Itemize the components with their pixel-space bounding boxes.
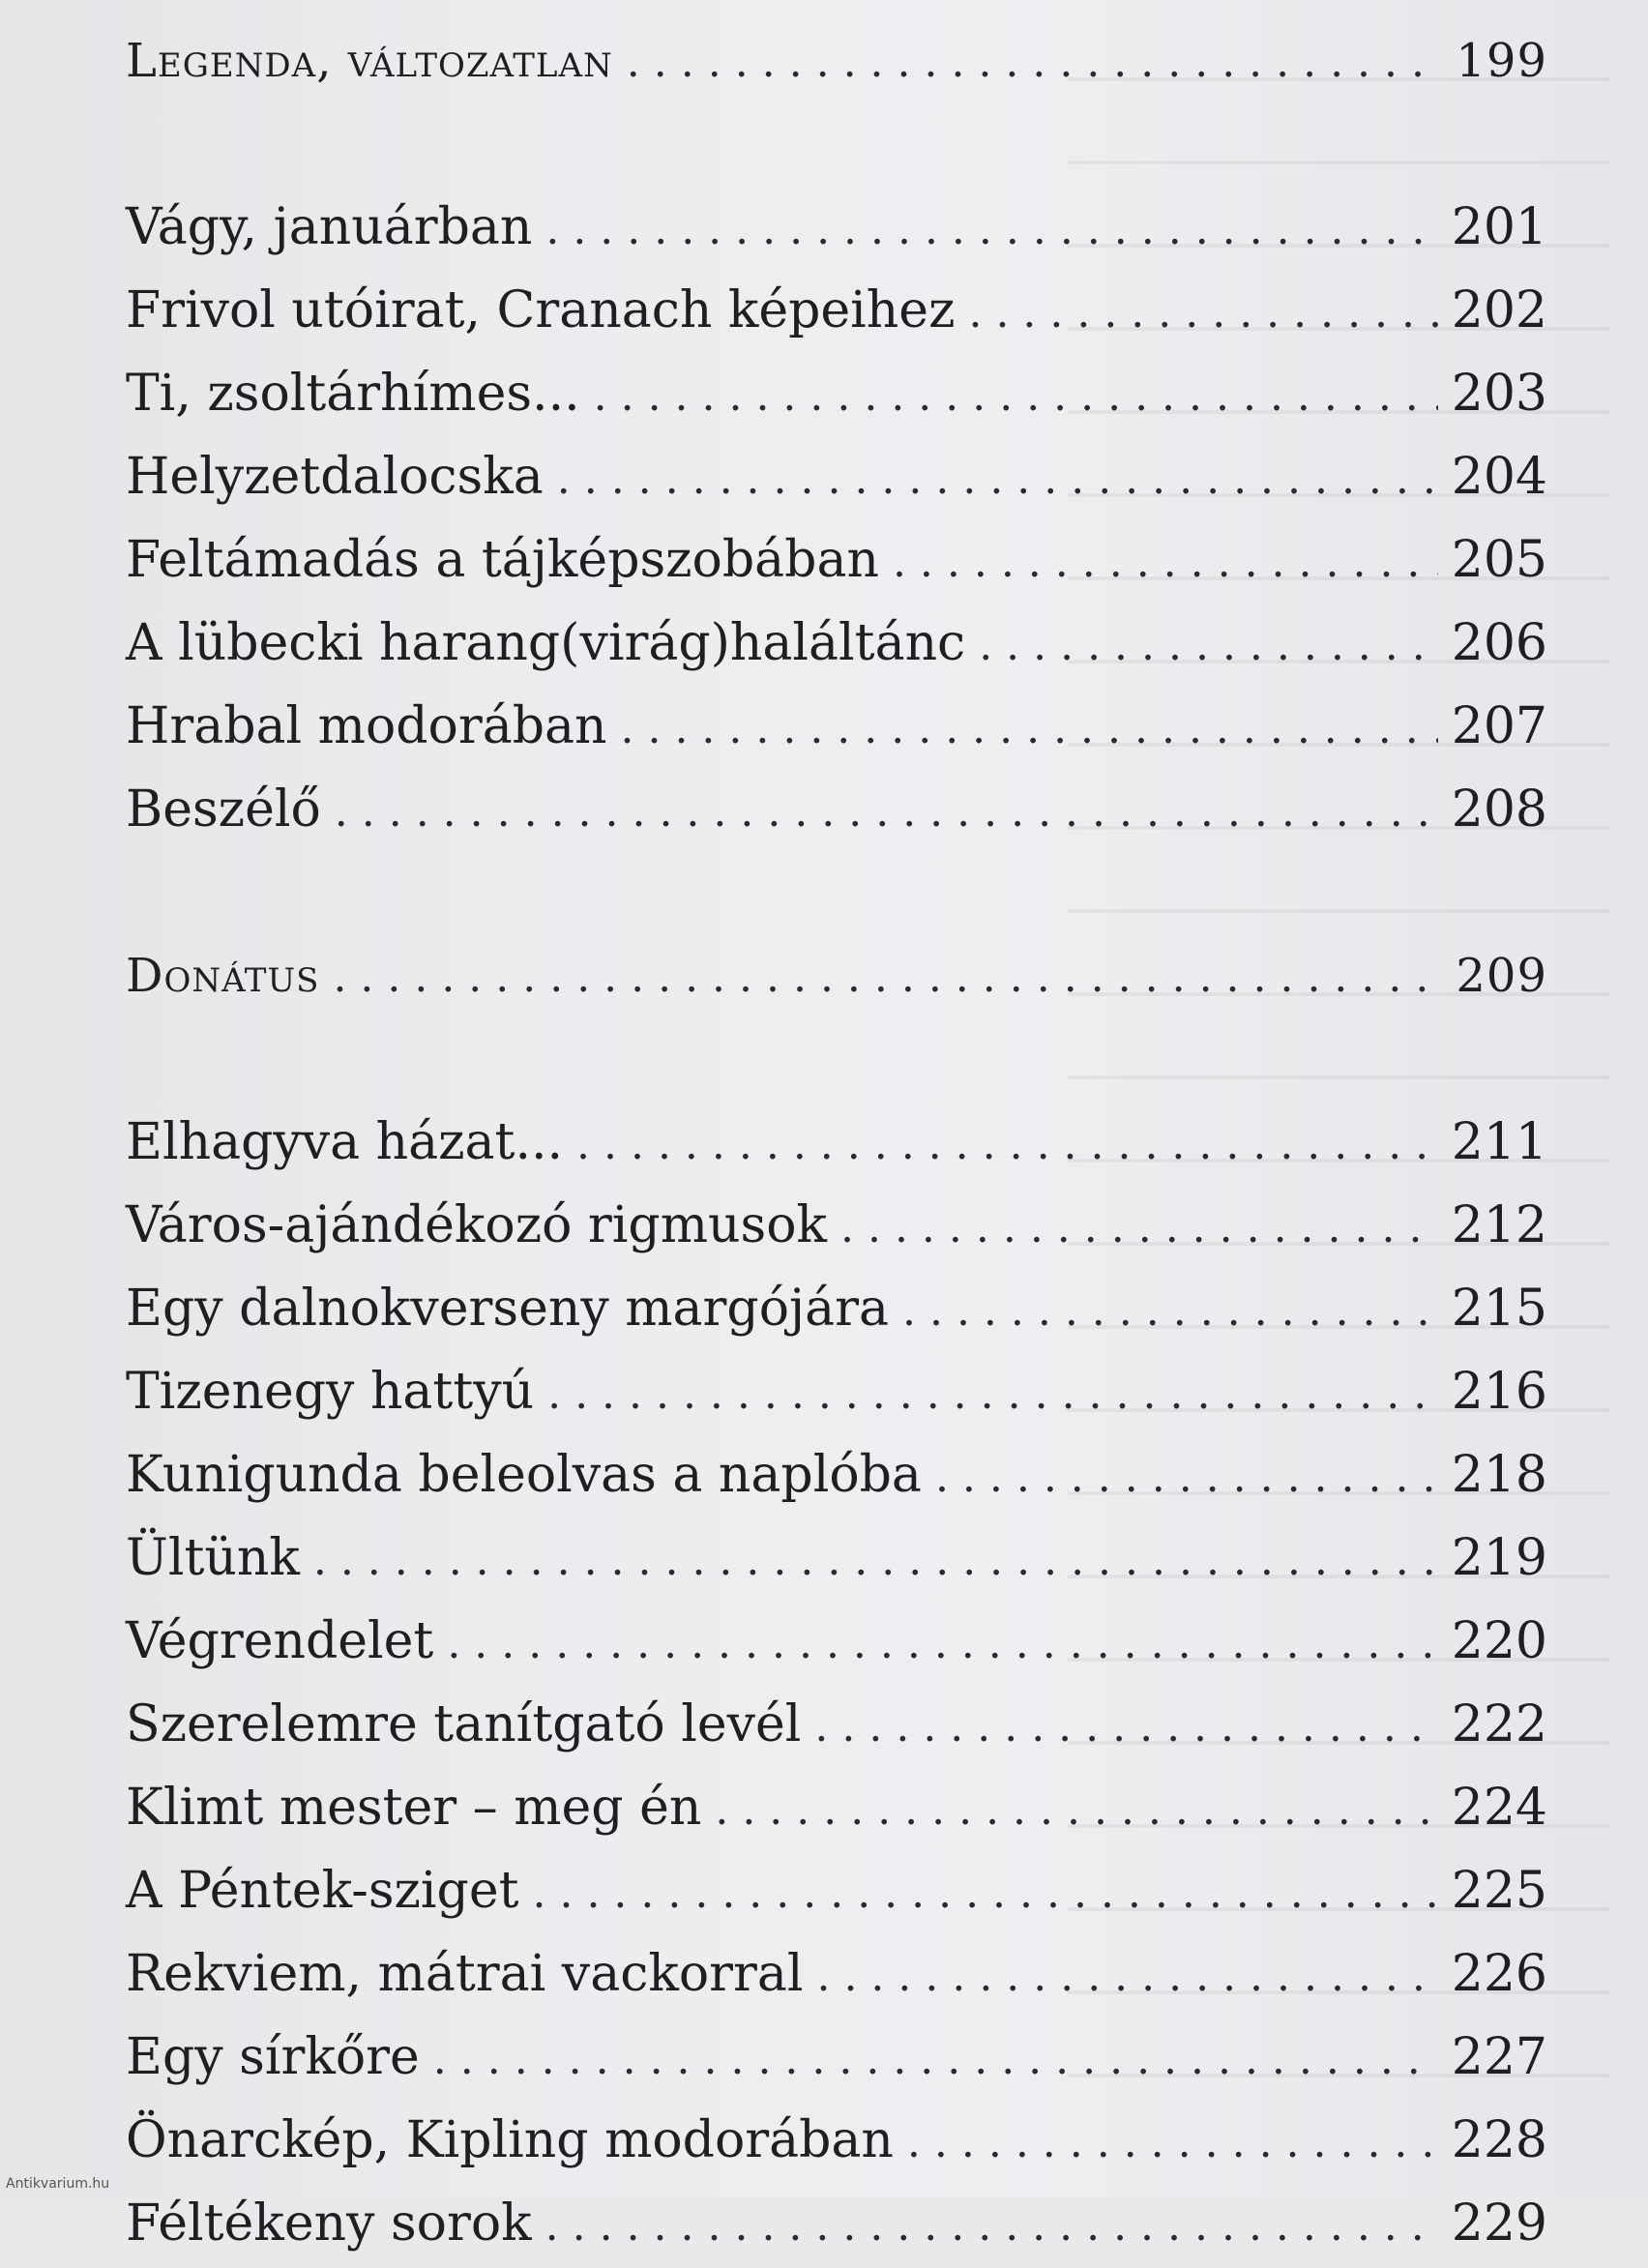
dot-leader bbox=[715, 1769, 1437, 1852]
page-number: 226 bbox=[1451, 1945, 1547, 2003]
toc-entry bbox=[126, 1600, 1547, 1683]
toc-entry bbox=[126, 1184, 1547, 1267]
toc-entry bbox=[126, 1932, 1547, 2016]
dot-leader bbox=[545, 189, 1437, 272]
dot-leader bbox=[935, 1436, 1438, 1519]
entry-title: Tizenegy hattyú bbox=[126, 1363, 535, 1421]
toc-entry bbox=[126, 1350, 1547, 1433]
dot-leader bbox=[907, 2102, 1438, 2185]
dot-leader bbox=[533, 1852, 1438, 1935]
entry-title: Önarckép, Kipling modorában bbox=[126, 2111, 894, 2169]
page-number: 220 bbox=[1451, 1612, 1547, 1670]
page-number: 224 bbox=[1451, 1779, 1547, 1837]
dot-leader bbox=[576, 1104, 1438, 1187]
page-number: 203 bbox=[1451, 365, 1547, 423]
page-number: 216 bbox=[1451, 1363, 1547, 1421]
page-number: 201 bbox=[1451, 198, 1547, 256]
dot-leader bbox=[814, 1686, 1437, 1769]
page-number: 222 bbox=[1451, 1695, 1547, 1753]
section-title: Donátus bbox=[126, 949, 320, 1003]
toc-entry bbox=[126, 1766, 1547, 1849]
entry-title: Egy dalnokverseny margójára bbox=[126, 1280, 889, 1338]
entry-title: Féltékeny sorok bbox=[126, 2194, 532, 2253]
toc-entry bbox=[126, 1849, 1547, 1932]
entry-title: Végrendelet bbox=[126, 1612, 434, 1670]
page-number: 208 bbox=[1451, 781, 1547, 839]
toc-entry bbox=[126, 2016, 1547, 2099]
entry-title: Elhagyva házat... bbox=[126, 1113, 564, 1171]
entry-title: Város-ajándékozó rigmusok bbox=[126, 1196, 828, 1254]
page-number: 204 bbox=[1451, 448, 1547, 506]
entry-title: Szerelemre tanítgató levél bbox=[126, 1695, 802, 1753]
page-number: 207 bbox=[1451, 697, 1547, 755]
page-number: 229 bbox=[1451, 2194, 1547, 2253]
page-number: 225 bbox=[1451, 1862, 1547, 1920]
dot-leader bbox=[840, 1187, 1438, 1270]
page-number: 219 bbox=[1451, 1529, 1547, 1587]
entry-title: A Péntek-sziget bbox=[126, 1862, 519, 1920]
entry-title: Frivol utóirat, Cranach képeihez bbox=[126, 281, 956, 339]
entry-title: Beszélő bbox=[126, 781, 321, 839]
page-number: 205 bbox=[1451, 531, 1547, 589]
section-heading bbox=[126, 19, 1547, 103]
toc-entry bbox=[126, 518, 1547, 602]
entry-title: Feltámadás a tájképszobában bbox=[126, 531, 879, 589]
toc-entry bbox=[126, 685, 1547, 768]
entry-title: Helyzetdalocska bbox=[126, 448, 544, 506]
page-number: 212 bbox=[1451, 1196, 1547, 1254]
section-title: Legenda, változatlan bbox=[126, 34, 613, 88]
dot-leader bbox=[902, 1270, 1438, 1353]
dot-leader bbox=[557, 438, 1438, 521]
entry-title: Kunigunda beleolvas a naplóba bbox=[126, 1446, 922, 1504]
toc-entry bbox=[126, 186, 1547, 269]
watermark: Antikvarium.hu bbox=[6, 2176, 110, 2192]
entry-title: Klimt mester – meg én bbox=[126, 1779, 702, 1837]
page-number: 211 bbox=[1451, 1113, 1547, 1171]
entry-title: Vágy, januárban bbox=[126, 198, 533, 256]
section-heading bbox=[126, 934, 1547, 1017]
toc-entry bbox=[126, 2099, 1547, 2182]
page-number: 199 bbox=[1456, 34, 1547, 88]
dot-leader bbox=[621, 688, 1438, 771]
entry-title: Ültünk bbox=[126, 1529, 300, 1587]
toc-entry bbox=[126, 2182, 1547, 2265]
page-number: 228 bbox=[1451, 2111, 1547, 2169]
dot-leader bbox=[968, 272, 1437, 355]
table-of-contents bbox=[126, 19, 1547, 2265]
dot-leader bbox=[594, 355, 1438, 438]
dot-leader bbox=[447, 1603, 1437, 1686]
dot-leader bbox=[335, 771, 1438, 854]
dot-leader bbox=[333, 936, 1442, 1019]
page-number: 206 bbox=[1451, 614, 1547, 672]
dot-leader bbox=[547, 1353, 1438, 1436]
dot-leader bbox=[979, 604, 1438, 688]
entry-title: Ti, zsoltárhímes... bbox=[126, 365, 580, 423]
toc-entry bbox=[126, 602, 1547, 685]
entry-title: A lübecki harang(virág)haláltánc bbox=[126, 614, 966, 672]
toc-entry bbox=[126, 352, 1547, 435]
toc-entry bbox=[126, 1433, 1547, 1517]
page-number: 202 bbox=[1451, 281, 1547, 339]
page-number: 215 bbox=[1451, 1280, 1547, 1338]
toc-entry bbox=[126, 435, 1547, 518]
page-number: 227 bbox=[1451, 2028, 1547, 2086]
toc-entry bbox=[126, 1101, 1547, 1184]
entry-title: Hrabal modorában bbox=[126, 697, 607, 755]
dot-leader bbox=[627, 21, 1443, 104]
dot-leader bbox=[893, 521, 1438, 604]
toc-entry bbox=[126, 768, 1547, 851]
toc-entry bbox=[126, 1267, 1547, 1350]
page-number: 209 bbox=[1456, 949, 1547, 1003]
page-number: 218 bbox=[1451, 1446, 1547, 1504]
entry-title: Rekviem, mátrai vackorral bbox=[126, 1945, 804, 2003]
toc-entry bbox=[126, 1683, 1547, 1766]
dot-leader bbox=[816, 1935, 1437, 2018]
toc-entry bbox=[126, 1517, 1547, 1600]
dot-leader bbox=[433, 2018, 1438, 2102]
toc-entry bbox=[126, 269, 1547, 352]
dot-leader bbox=[313, 1519, 1438, 1603]
entry-title: Egy sírkőre bbox=[126, 2028, 420, 2086]
